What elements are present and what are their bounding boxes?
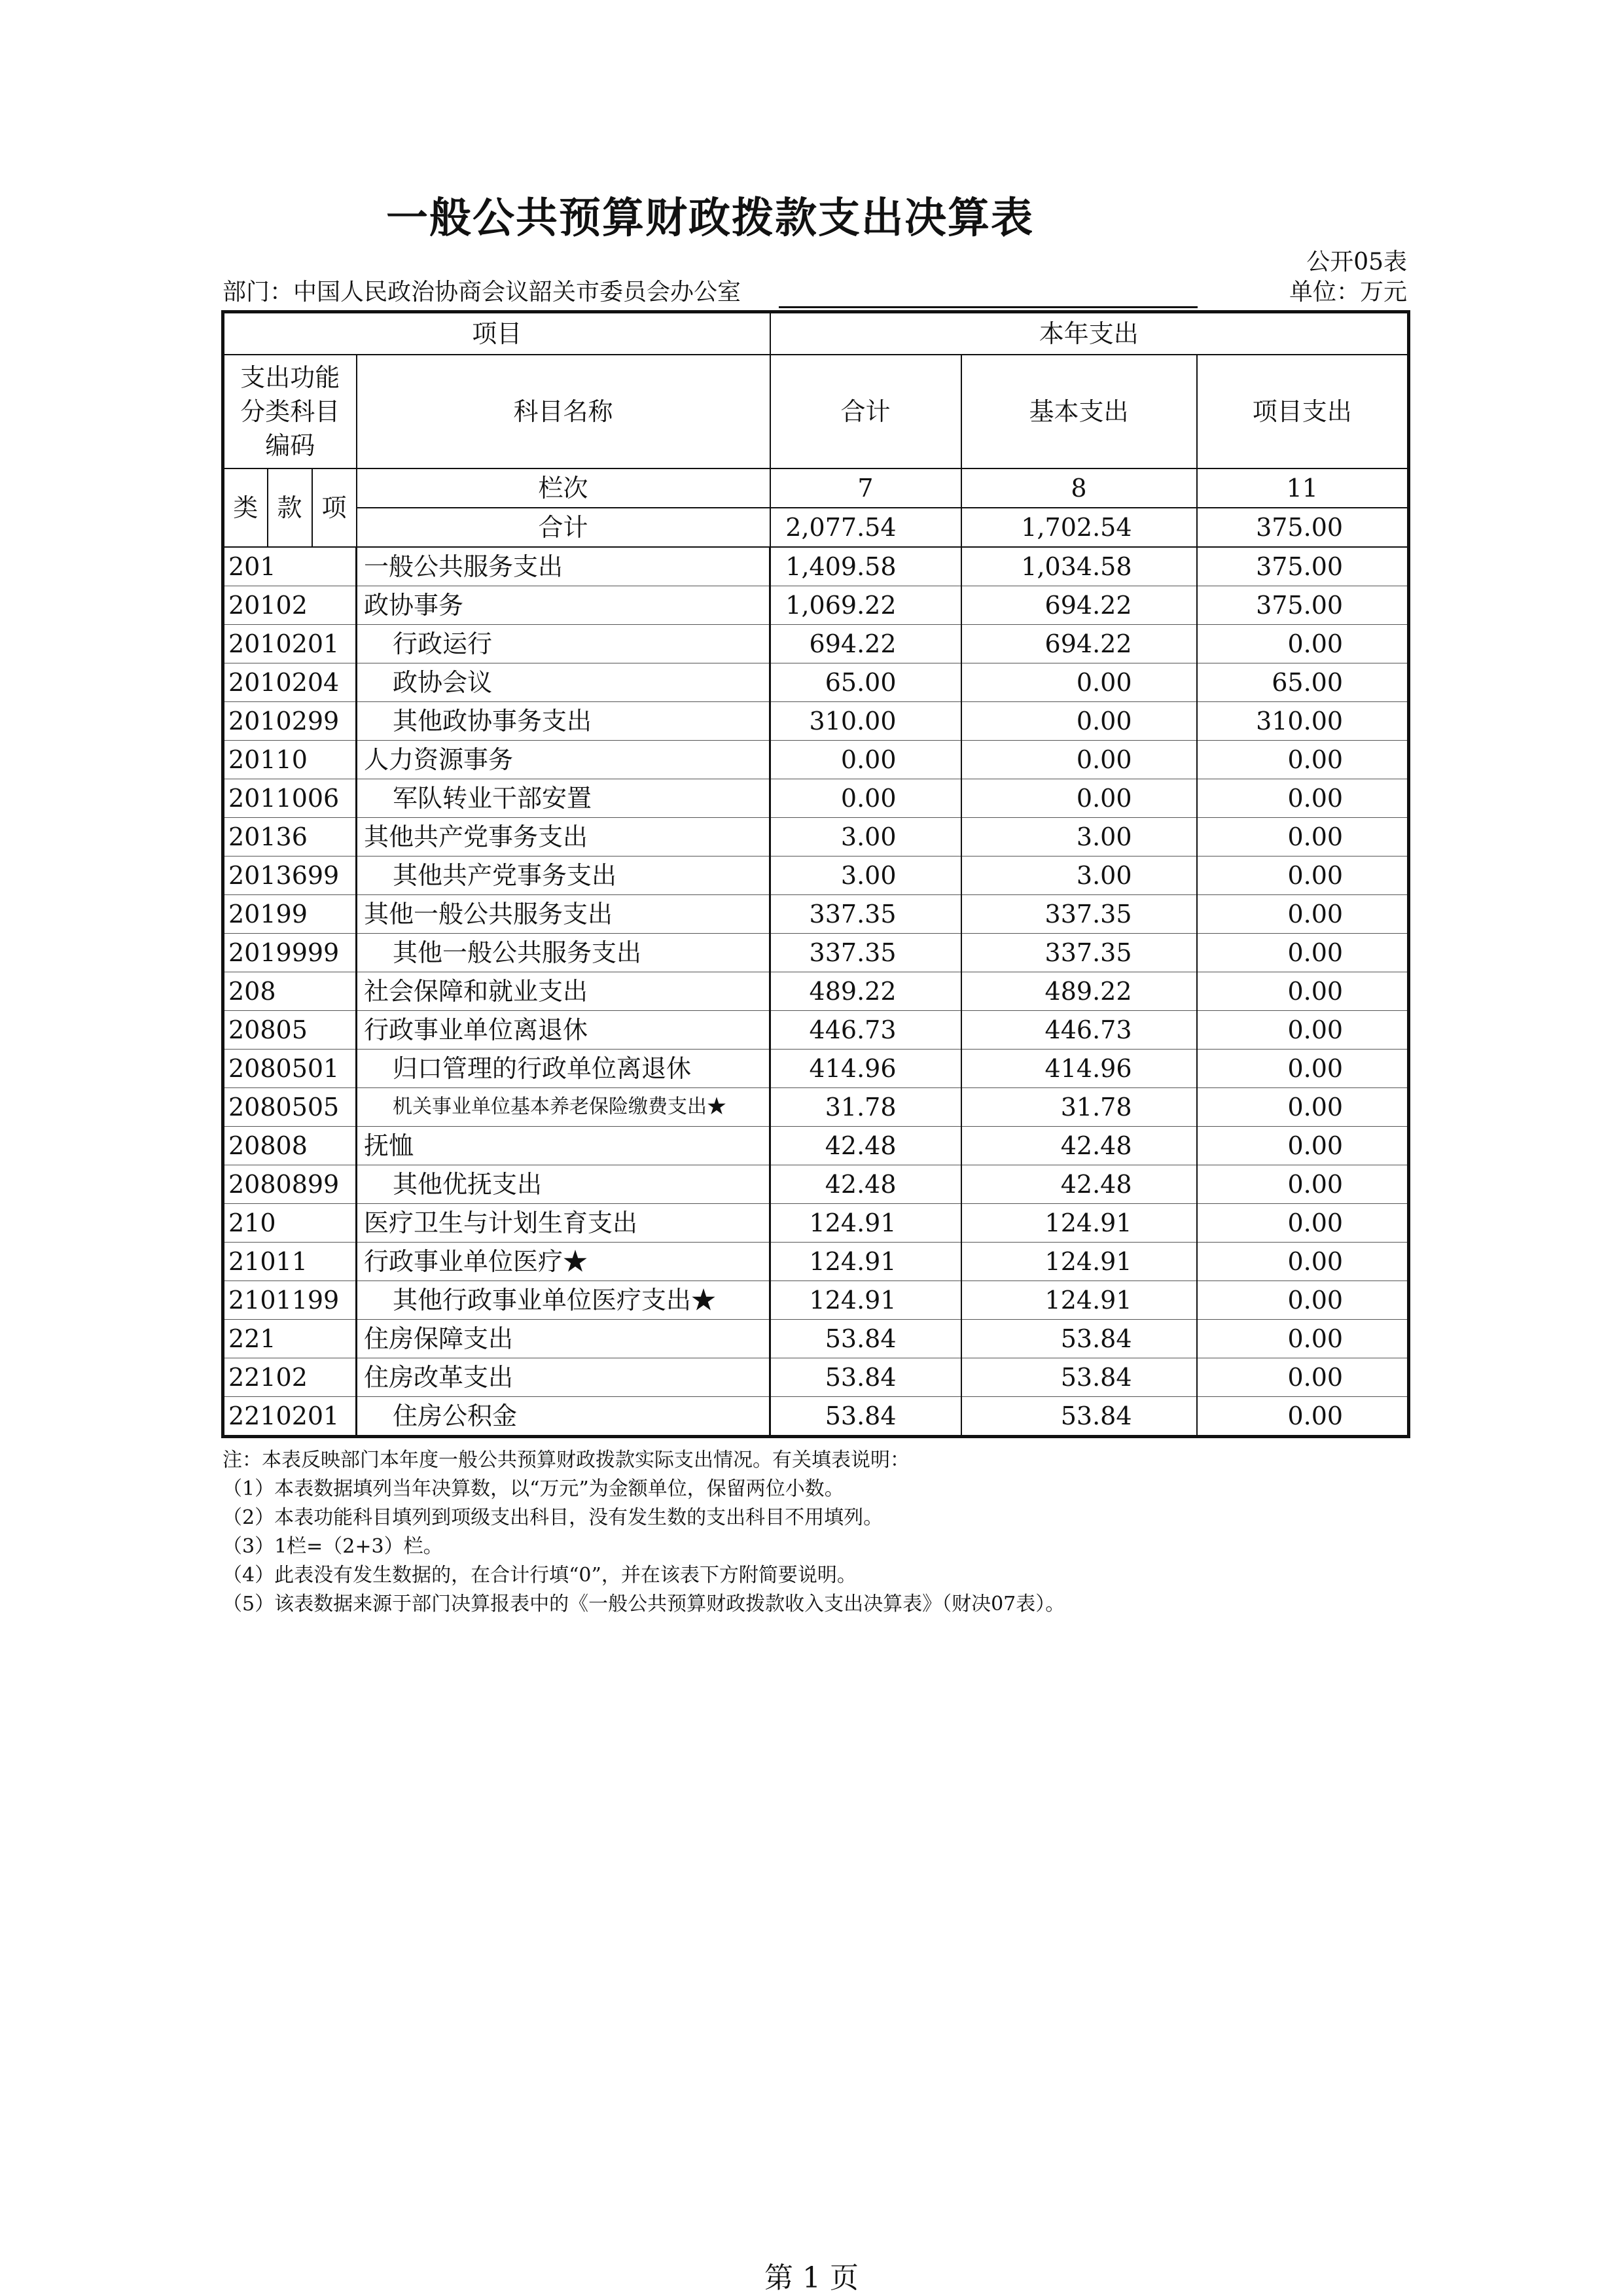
row-code: 20199: [223, 895, 357, 934]
row-name: 其他行政事业单位医疗支出★: [357, 1281, 770, 1320]
header-project-expenditure: 项目支出: [1197, 355, 1409, 468]
row-project: 0.00: [1197, 1088, 1409, 1127]
row-project: 0.00: [1197, 1281, 1409, 1320]
table-row: [223, 1127, 1409, 1165]
table-row: [223, 1204, 1409, 1243]
header-code-line-1: 支出功能: [240, 363, 340, 392]
row-name: 机关事业单位基本养老保险缴费支出★: [357, 1088, 770, 1127]
row-basic: 694.22: [961, 586, 1197, 625]
row-name: 行政事业单位医疗★: [357, 1243, 770, 1281]
row-code: 208: [223, 972, 357, 1011]
row-basic: 53.84: [961, 1397, 1197, 1437]
row-basic: 42.48: [961, 1165, 1197, 1204]
header-name: 科目名称: [357, 355, 770, 468]
table-row: [223, 857, 1409, 895]
row-code: 2080505: [223, 1088, 357, 1127]
header-current-year: 本年支出: [770, 312, 1409, 355]
row-basic: 337.35: [961, 895, 1197, 934]
page-title: 一般公共预算财政拨款支出决算表: [386, 194, 1034, 243]
note-line: （5）该表数据来源于部门决算报表中的《一般公共预算财政拨款收入支出决算表》（财决07表）。: [223, 1593, 1065, 1616]
row-basic: 124.91: [961, 1204, 1197, 1243]
column-number-project: 11: [1197, 468, 1409, 508]
expenditure-table: [221, 310, 1410, 1438]
row-basic: 0.00: [961, 702, 1197, 741]
row-basic: 337.35: [961, 934, 1197, 972]
row-basic: 53.84: [961, 1320, 1197, 1358]
row-code: 20808: [223, 1127, 357, 1165]
row-project: 0.00: [1197, 741, 1409, 779]
header-xiang: 项: [312, 468, 357, 547]
row-project: 0.00: [1197, 895, 1409, 934]
header-project: 项目: [223, 312, 770, 355]
notes: [223, 1446, 1065, 1619]
row-name: 政协事务: [357, 586, 770, 625]
row-code: 20136: [223, 818, 357, 857]
note-line: （1）本表数据填列当年决算数，以“万元”为金额单位，保留两位小数。: [223, 1477, 844, 1500]
row-name: 军队转业干部安置: [357, 779, 770, 818]
row-total: 53.84: [770, 1358, 961, 1397]
row-basic: 3.00: [961, 818, 1197, 857]
row-total: 3.00: [770, 818, 961, 857]
row-project: 0.00: [1197, 1050, 1409, 1088]
table-row: [223, 1165, 1409, 1204]
row-code: 2010299: [223, 702, 357, 741]
row-name: 人力资源事务: [357, 741, 770, 779]
row-name: 其他政协事务支出: [357, 702, 770, 741]
header-code-group: [223, 355, 357, 468]
table-row: [223, 895, 1409, 934]
row-project: 0.00: [1197, 1358, 1409, 1397]
form-number: 公开05表: [1306, 249, 1407, 275]
table-row: [223, 702, 1409, 741]
row-basic: 124.91: [961, 1243, 1197, 1281]
table-row: [223, 1397, 1409, 1437]
row-basic: 1,034.58: [961, 547, 1197, 586]
table-row: [223, 972, 1409, 1011]
row-code: 21011: [223, 1243, 357, 1281]
row-basic: 124.91: [961, 1281, 1197, 1320]
row-code: 20805: [223, 1011, 357, 1050]
row-total: 53.84: [770, 1320, 961, 1358]
row-basic: 694.22: [961, 625, 1197, 663]
row-name: 其他一般公共服务支出: [357, 934, 770, 972]
row-basic: 42.48: [961, 1127, 1197, 1165]
row-project: 0.00: [1197, 972, 1409, 1011]
row-total: 694.22: [770, 625, 961, 663]
page-number: 第 1 页: [764, 2261, 859, 2295]
row-code: 2011006: [223, 779, 357, 818]
header-basic: 基本支出: [961, 355, 1197, 468]
row-total: 42.48: [770, 1165, 961, 1204]
column-number-total: 7: [770, 468, 961, 508]
row-code: 2010204: [223, 663, 357, 702]
row-total: 446.73: [770, 1011, 961, 1050]
row-total: 0.00: [770, 779, 961, 818]
table-row: [223, 1281, 1409, 1320]
table-row: [223, 779, 1409, 818]
row-code: 2013699: [223, 857, 357, 895]
header-lei: 类: [223, 468, 268, 547]
row-name: 一般公共服务支出: [357, 547, 770, 586]
table-row: [223, 1320, 1409, 1358]
row-project: 0.00: [1197, 857, 1409, 895]
row-total: 3.00: [770, 857, 961, 895]
row-total: 1,069.22: [770, 586, 961, 625]
table-row: [223, 1358, 1409, 1397]
row-code: 20110: [223, 741, 357, 779]
row-total: 489.22: [770, 972, 961, 1011]
row-name: 其他一般公共服务支出: [357, 895, 770, 934]
row-total: 124.91: [770, 1281, 961, 1320]
total-row-basic: 1,702.54: [961, 508, 1197, 547]
note-line: （3）1栏=（2+3）栏。: [223, 1535, 443, 1558]
header-code-line-2: 分类科目: [240, 397, 340, 426]
row-project: 0.00: [1197, 779, 1409, 818]
row-project: 65.00: [1197, 663, 1409, 702]
table-row: [223, 547, 1409, 586]
row-name: 社会保障和就业支出: [357, 972, 770, 1011]
row-name: 归口管理的行政单位离退休: [357, 1050, 770, 1088]
row-code: 201: [223, 547, 357, 586]
row-project: 0.00: [1197, 1127, 1409, 1165]
row-project: 0.00: [1197, 1011, 1409, 1050]
note-line: （2）本表功能科目填列到项级支出科目，没有发生数的支出科目不用填列。: [223, 1506, 883, 1529]
table-row: [223, 1088, 1409, 1127]
row-total: 310.00: [770, 702, 961, 741]
row-total: 65.00: [770, 663, 961, 702]
row-project: 0.00: [1197, 1243, 1409, 1281]
row-project: 310.00: [1197, 702, 1409, 741]
column-number-basic: 8: [961, 468, 1197, 508]
column-number-label: 栏次: [357, 468, 770, 508]
department-underline: [779, 306, 1198, 308]
row-name: 政协会议: [357, 663, 770, 702]
row-code: 2080899: [223, 1165, 357, 1204]
row-name: 医疗卫生与计划生育支出: [357, 1204, 770, 1243]
row-code: 20102: [223, 586, 357, 625]
row-total: 337.35: [770, 895, 961, 934]
row-basic: 53.84: [961, 1358, 1197, 1397]
row-code: 2101199: [223, 1281, 357, 1320]
table-row: [223, 818, 1409, 857]
total-row-total: 2,077.54: [770, 508, 961, 547]
row-basic: 0.00: [961, 779, 1197, 818]
header-code-line-3: 编码: [265, 431, 315, 460]
row-project: 0.00: [1197, 1165, 1409, 1204]
row-project: 375.00: [1197, 586, 1409, 625]
row-basic: 446.73: [961, 1011, 1197, 1050]
row-project: 0.00: [1197, 1320, 1409, 1358]
table-row: [223, 741, 1409, 779]
row-basic: 489.22: [961, 972, 1197, 1011]
note-line: （4）此表没有发生数据的，在合计行填“0”，并在该表下方附简要说明。: [223, 1564, 857, 1587]
row-name: 住房保障支出: [357, 1320, 770, 1358]
unit-label: 单位：万元: [1289, 279, 1407, 306]
table-row: [223, 1243, 1409, 1281]
row-code: 22102: [223, 1358, 357, 1397]
row-basic: 0.00: [961, 741, 1197, 779]
row-name: 住房公积金: [357, 1397, 770, 1437]
table-row: [223, 663, 1409, 702]
header-total: 合计: [770, 355, 961, 468]
table-row: [223, 625, 1409, 663]
row-code: 2019999: [223, 934, 357, 972]
row-code: 221: [223, 1320, 357, 1358]
row-total: 337.35: [770, 934, 961, 972]
row-total: 124.91: [770, 1204, 961, 1243]
row-name: 行政运行: [357, 625, 770, 663]
row-name: 其他优抚支出: [357, 1165, 770, 1204]
total-row-label: 合计: [357, 508, 770, 547]
row-code: 2210201: [223, 1397, 357, 1437]
row-name: 其他共产党事务支出: [357, 818, 770, 857]
row-total: 53.84: [770, 1397, 961, 1437]
row-project: 0.00: [1197, 1397, 1409, 1437]
table-row: [223, 1011, 1409, 1050]
row-basic: 31.78: [961, 1088, 1197, 1127]
row-name: 抚恤: [357, 1127, 770, 1165]
row-basic: 0.00: [961, 663, 1197, 702]
row-total: 31.78: [770, 1088, 961, 1127]
row-name: 住房改革支出: [357, 1358, 770, 1397]
table-row: [223, 1050, 1409, 1088]
row-basic: 3.00: [961, 857, 1197, 895]
total-row-project: 375.00: [1197, 508, 1409, 547]
row-total: 124.91: [770, 1243, 961, 1281]
row-total: 1,409.58: [770, 547, 961, 586]
row-project: 0.00: [1197, 818, 1409, 857]
table-row: [223, 934, 1409, 972]
table-row: [223, 586, 1409, 625]
row-project: 375.00: [1197, 547, 1409, 586]
row-code: 210: [223, 1204, 357, 1243]
note-line: 注：本表反映部门本年度一般公共预算财政拨款实际支出情况。有关填表说明：: [223, 1449, 910, 1472]
row-name: 其他共产党事务支出: [357, 857, 770, 895]
department-label: 部门：中国人民政治协商会议韶关市委员会办公室: [223, 279, 741, 306]
row-basic: 414.96: [961, 1050, 1197, 1088]
row-project: 0.00: [1197, 934, 1409, 972]
row-total: 414.96: [770, 1050, 961, 1088]
row-project: 0.00: [1197, 625, 1409, 663]
row-code: 2080501: [223, 1050, 357, 1088]
row-project: 0.00: [1197, 1204, 1409, 1243]
row-total: 0.00: [770, 741, 961, 779]
row-total: 42.48: [770, 1127, 961, 1165]
row-name: 行政事业单位离退休: [357, 1011, 770, 1050]
row-code: 2010201: [223, 625, 357, 663]
header-kuan: 款: [268, 468, 312, 547]
